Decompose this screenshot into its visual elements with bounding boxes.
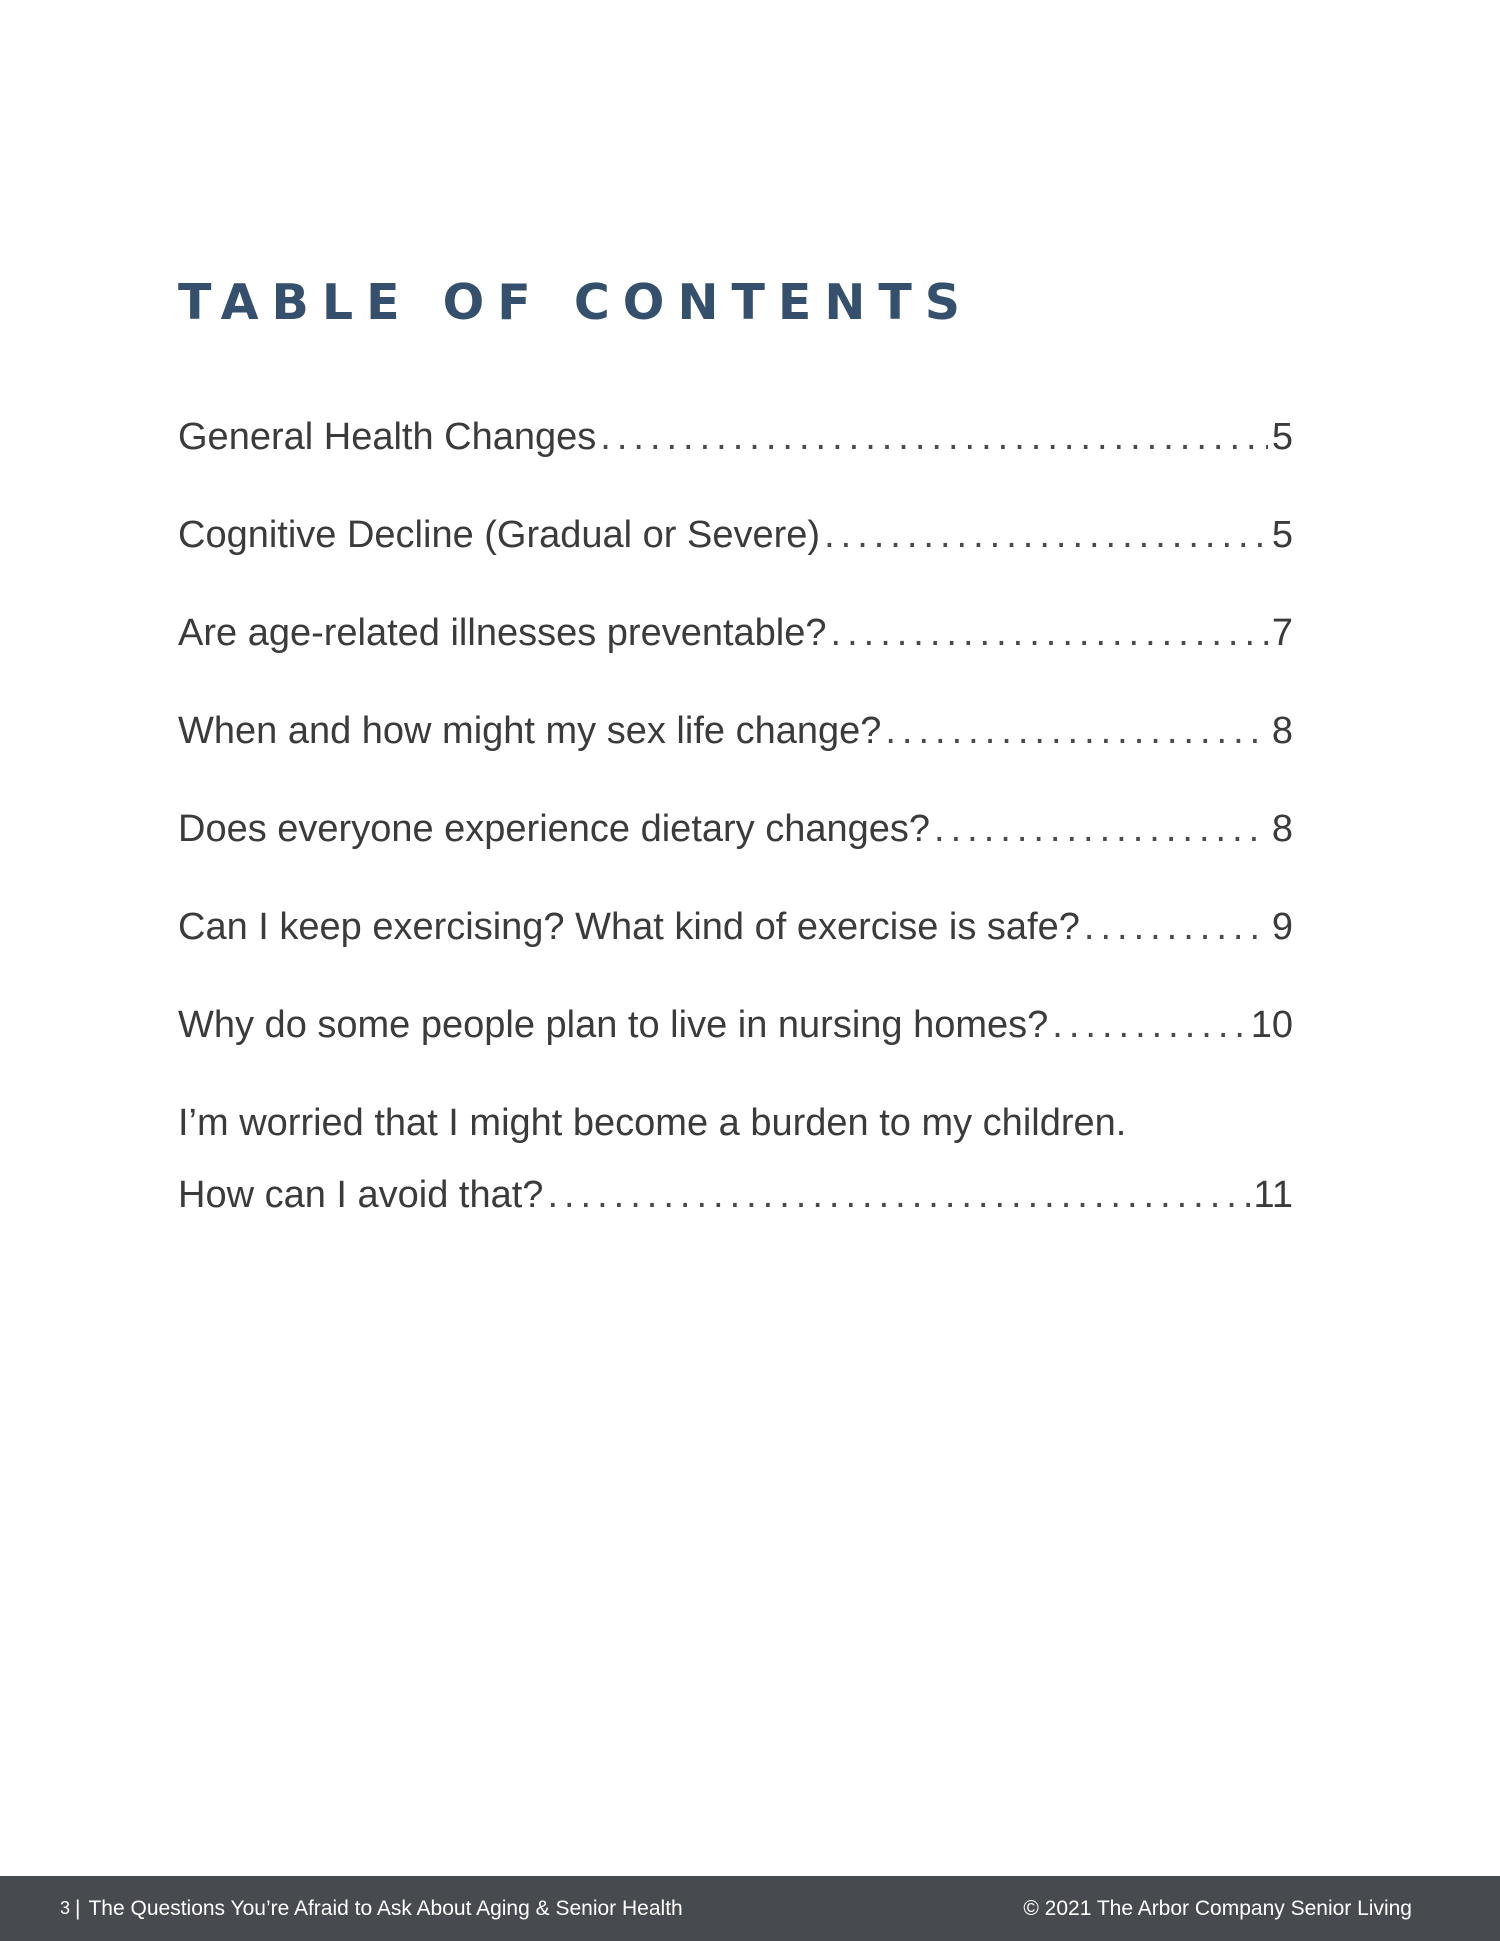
- toc-entry-page: 11: [1253, 1174, 1293, 1216]
- toc-entry-title: Why do some people plan to live in nursing homes?: [178, 1004, 1049, 1046]
- toc-entry-title: General Health Changes: [178, 416, 597, 458]
- toc-entry-page: 8: [1271, 808, 1293, 850]
- dot-leader: [547, 1176, 1249, 1214]
- toc-entry[interactable]: [178, 1006, 1293, 1104]
- dot-leader: [885, 712, 1267, 750]
- footer-page-number: 3: [60, 1898, 71, 1918]
- toc-entry-last-line: [178, 1176, 1293, 1214]
- dot-leader: [824, 516, 1268, 554]
- toc-entry-page: 7: [1271, 612, 1293, 654]
- footer-left: [60, 1897, 683, 1921]
- dot-leader: [934, 810, 1268, 848]
- toc-entry-title: Can I keep exercising? What kind of exercise is safe?: [178, 906, 1080, 948]
- toc-entry-page: 9: [1271, 906, 1293, 948]
- toc-entry[interactable]: [178, 516, 1293, 614]
- footer-separator: |: [75, 1896, 81, 1920]
- toc-entry[interactable]: [178, 1104, 1293, 1214]
- toc-entry-title-line2: How can I avoid that?: [178, 1174, 544, 1216]
- toc-entry-page: 5: [1271, 416, 1293, 458]
- footer-document-title: The Questions You’re Afraid to Ask About Aging & Senior Health: [88, 1896, 683, 1920]
- toc-entry-title: Cognitive Decline (Gradual or Severe): [178, 514, 821, 556]
- dot-leader: [600, 418, 1268, 456]
- toc-entry-title-line1: I’m worried that I might become a burden to my children.: [178, 1102, 1127, 1144]
- page-title: TABLE OF CONTENTS: [178, 274, 974, 331]
- table-of-contents: [178, 418, 1293, 1214]
- toc-entry[interactable]: [178, 712, 1293, 810]
- toc-entry-title: When and how might my sex life change?: [178, 710, 882, 752]
- toc-entry-page: 8: [1271, 710, 1293, 752]
- toc-entry[interactable]: [178, 614, 1293, 712]
- dot-leader: [1052, 1006, 1246, 1044]
- toc-entry-title: Are age-related illnesses preventable?: [178, 612, 827, 654]
- toc-entry[interactable]: [178, 908, 1293, 1006]
- toc-entry[interactable]: [178, 810, 1293, 908]
- toc-entry-page: 5: [1271, 514, 1293, 556]
- dot-leader: [1084, 908, 1268, 946]
- toc-entry-page: 10: [1250, 1004, 1293, 1046]
- page-footer: [0, 1876, 1500, 1941]
- toc-entry-title: Does everyone experience dietary changes?: [178, 808, 931, 850]
- footer-copyright: © 2021 The Arbor Company Senior Living: [1023, 1896, 1412, 1920]
- toc-entry[interactable]: [178, 418, 1293, 516]
- dot-leader: [831, 614, 1268, 652]
